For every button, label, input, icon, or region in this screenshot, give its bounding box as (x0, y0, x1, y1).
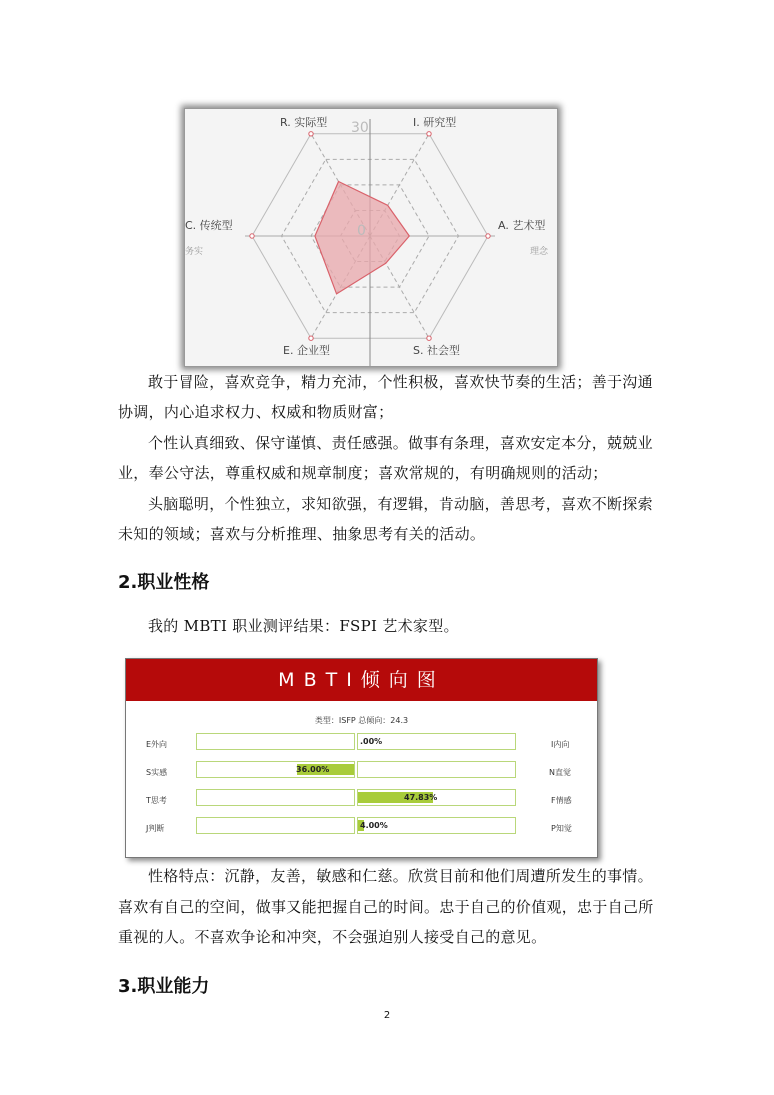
mbti-right-label: F情感 (551, 796, 572, 805)
mbti-left-label: T思考 (146, 796, 167, 805)
radar-label-a: A. 艺术型 (498, 219, 546, 232)
mbti-percent: 47.83% (404, 793, 438, 802)
section-heading-career-personality: 2.职业性格 (118, 572, 210, 593)
radar-tick-min: 0 (357, 223, 366, 239)
holland-radar-figure (184, 108, 558, 367)
radar-label-e: E. 企业型 (283, 344, 330, 357)
paragraph-3-line-1: 头脑聪明，个性独立，求知欲强，有逻辑，肯动脑，善思考，喜欢不断探索 (148, 495, 653, 513)
mbti-left-box (196, 789, 355, 806)
traits-line-2: 喜欢有自己的空间，做事又能把握自己的时间。忠于自己的价值观，忠于自己所 (118, 898, 654, 916)
radar-chart (185, 109, 557, 366)
radar-vertex-dot (250, 234, 254, 238)
radar-vertex-dot (309, 132, 313, 136)
mbti-percent: 4.00% (360, 821, 388, 830)
radar-label-r: R. 实际型 (280, 116, 328, 129)
mbti-percent: .00% (360, 737, 383, 746)
paragraph-1-line-1: 敢于冒险，喜欢竞争，精力充沛，个性积极，喜欢快节奏的生活；善于沟通 (148, 373, 653, 391)
radar-label-c: C. 传统型 (185, 219, 233, 232)
mbti-right-box (357, 817, 516, 834)
radar-side-left: 务实 (185, 247, 204, 257)
page-number: 2 (383, 1010, 391, 1021)
radar-label-i: I. 研究型 (413, 116, 457, 129)
paragraph-2-line-2: 业，奉公守法，尊重权威和规章制度；喜欢常规的，有明确规则的活动； (118, 464, 608, 482)
mbti-title: MBTI倾向图 (126, 659, 597, 701)
mbti-result-text: 我的 MBTI 职业测评结果：FSPI 艺术家型。 (148, 617, 459, 635)
paragraph-1-line-2: 协调，内心追求权力、权威和物质财富； (118, 403, 394, 421)
traits-line-3: 重视的人。不喜欢争论和冲突，不会强迫别人接受自己的意见。 (118, 928, 547, 946)
mbti-left-box (196, 733, 355, 750)
mbti-percent: 36.00% (296, 765, 330, 774)
mbti-tendency-figure (125, 658, 598, 858)
paragraph-3-line-2: 未知的领域；喜欢与分析推理、抽象思考有关的活动。 (118, 525, 486, 543)
mbti-right-label: P知觉 (551, 824, 572, 833)
mbti-left-label: S实感 (146, 768, 168, 777)
radar-vertex-dot (427, 336, 431, 340)
radar-side-right: 理念 (530, 247, 549, 257)
traits-line-1: 性格特点：沉静，友善，敏感和仁慈。欣赏目前和他们周遭所发生的事情。 (148, 867, 653, 885)
mbti-right-box (357, 761, 516, 778)
section-heading-career-ability: 3.职业能力 (118, 976, 210, 997)
mbti-subtitle: 类型：ISFP 总倾向：24.3 (314, 716, 409, 725)
mbti-right-label: I内向 (551, 740, 570, 749)
mbti-left-label: J判断 (146, 824, 165, 833)
radar-label-s: S. 社会型 (413, 344, 460, 357)
mbti-right-box (357, 733, 516, 750)
mbti-right-label: N直觉 (549, 768, 571, 777)
paragraph-2-line-1: 个性认真细致、保守谨慎、责任感强。做事有条理，喜欢安定本分，兢兢业 (148, 434, 653, 452)
radar-tick-max: 30 (351, 120, 369, 136)
radar-vertex-dot (486, 234, 490, 238)
mbti-left-label: E外向 (146, 740, 168, 749)
radar-vertex-dot (427, 132, 431, 136)
mbti-right-box (357, 789, 516, 806)
mbti-left-box (196, 761, 355, 778)
mbti-left-box (196, 817, 355, 834)
radar-vertex-dot (309, 336, 313, 340)
